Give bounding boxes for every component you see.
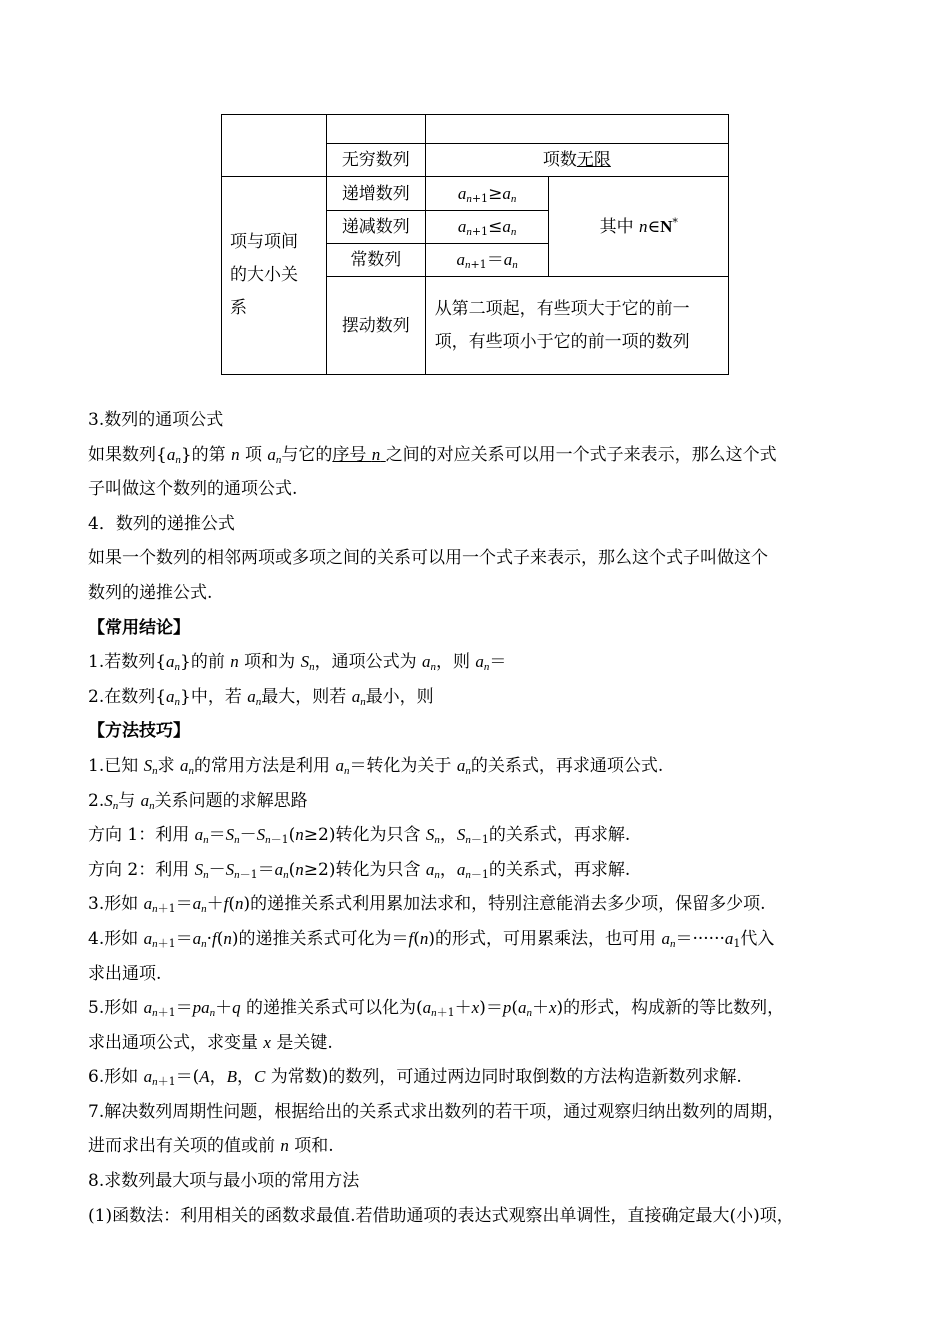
method-4-line-1: 4.形如 $a_{n+1}=a_n\cdot f(n)$的递推关系式可化为＝f(n)的形式，可用累乘法，也可用 $a_n=\cdot\cdot\cdot\cdot\cdot\cdot a_1$代入 (88, 928, 775, 950)
section-4-line-1: 如果一个数列的相邻两项或多项之间的关系可以用一个式子来表示，那么这个式子叫做这个 (88, 548, 768, 569)
table-cell-infinite: 无穷数列 (326, 144, 425, 177)
method-2-direction-2: 方向 2：利用 $S_n-S_{n-1}=a_n(n\ge 2)$转化为只含 $a_n$，$a_{n-1}$的关系式，再求解. (88, 859, 631, 881)
method-4-line-2: 求出通项. (88, 963, 162, 984)
formula-decreasing: $a_{n+1}\le a_n$ (425, 211, 549, 244)
infinite-desc-text: 项数 (542, 150, 577, 170)
heading-conclusions: 【常用结论】 (88, 617, 190, 638)
table-cell-decreasing: 递减数列 (326, 211, 425, 244)
table-row (222, 177, 729, 211)
conclusion-2: 2.在数列$\{a_n\}$中，若 $a_n$最大，则若 $a_n$最小，则 (88, 686, 434, 708)
table-cell-empty (326, 115, 425, 144)
table-row (222, 115, 729, 144)
method-3: 3.形如 $a_{n+1}=a_n+f(n)$的递推关系式利用累加法求和，特别注意能消去多少项，保留多少项. (88, 894, 766, 916)
method-7-line-2: 进而求出有关项的值或前 n 项和. (88, 1136, 334, 1157)
method-1: 1.已知 $S_n$求 $a_n$的常用方法是利用 $a_n=$转化为关于 $a_n$的关系式，再求通项公式. (88, 755, 664, 777)
section-3-title: 3.数列的通项公式 (88, 410, 224, 430)
table-cell-category (222, 177, 327, 375)
infinite-desc-underlined: 无限 (576, 150, 611, 170)
method-5-line-2: 求出通项公式，求变量 x 是关键. (88, 1032, 333, 1053)
table-cell-increasing: 递增数列 (326, 177, 425, 211)
conclusion-1: 1.若数列$\{a_n\}$的前 n 项和为 $S_n$，通项公式为 $a_n$，则 $a_n=$ (88, 652, 507, 674)
formula-constant: $a_{n+1}=a_n$ (425, 244, 549, 277)
method-6: 6.形如 $a_{n+1}=(A$，B，C 为常数)的数列，可通过两边同时取倒数的方法构造新数列求解. (88, 1067, 742, 1089)
method-8-1: (1)函数法：利用相关的函数求最值.若借助通项的表达式观察出单调性，直接确定最大(小)项， (88, 1205, 794, 1226)
swing-desc-text: 从第二项起，有些项大于它的前一项，有些项小于它的前一项的数列 (434, 299, 690, 352)
table-cell-empty (222, 115, 327, 177)
table-cell-infinite-desc (425, 144, 728, 177)
section-4-line-2: 数列的递推公式. (88, 582, 213, 603)
formula-increasing: $a_{n+1}\ge a_n$ (425, 177, 549, 211)
table-cell-note: 其中 n∈N* (549, 177, 729, 277)
method-7-line-1: 7.解决数列周期性问题，根据给出的关系式求出数列的若干项，通过观察归纳出数列的周期， (88, 1101, 785, 1122)
table-cell-empty (425, 115, 728, 144)
table-cell-constant: 常数列 (326, 244, 425, 277)
category-text: 项与项间的大小关系 (230, 232, 298, 318)
section-3-line-1: 如果数列$\{a_n\}$的第 n 项 $a_n$与它的序号 n 之间的对应关系可以用一个式子来表示，那么这个式 (88, 444, 777, 466)
heading-methods: 【方法技巧】 (88, 721, 190, 742)
method-2-direction-1: 方向 1：利用 $a_n=S_n-S_{n-1}(n\ge 2)$转化为只含 $S_n$，$S_{n-1}$的关系式，再求解. (88, 825, 631, 847)
table-cell-swing: 摆动数列 (326, 277, 425, 375)
method-5-line-1: 5.形如 $a_{n+1}=pa_n+q$ 的递推关系式可以化为$(a_{n+1}+x)=p(a_n+x)$的形式，构成新的等比数列， (88, 998, 785, 1020)
method-2: $2.S_n$与 $a_n$关系问题的求解思路 (88, 790, 308, 812)
body-text (88, 403, 878, 1233)
section-4-title: 4．数列的递推公式 (88, 513, 235, 534)
section-3-line-2: 子叫做这个数列的通项公式. (88, 479, 298, 500)
method-8: 8.求数列最大项与最小项的常用方法 (88, 1171, 360, 1192)
sequence-classification-table (221, 114, 729, 375)
table-cell-swing-desc (425, 277, 728, 375)
